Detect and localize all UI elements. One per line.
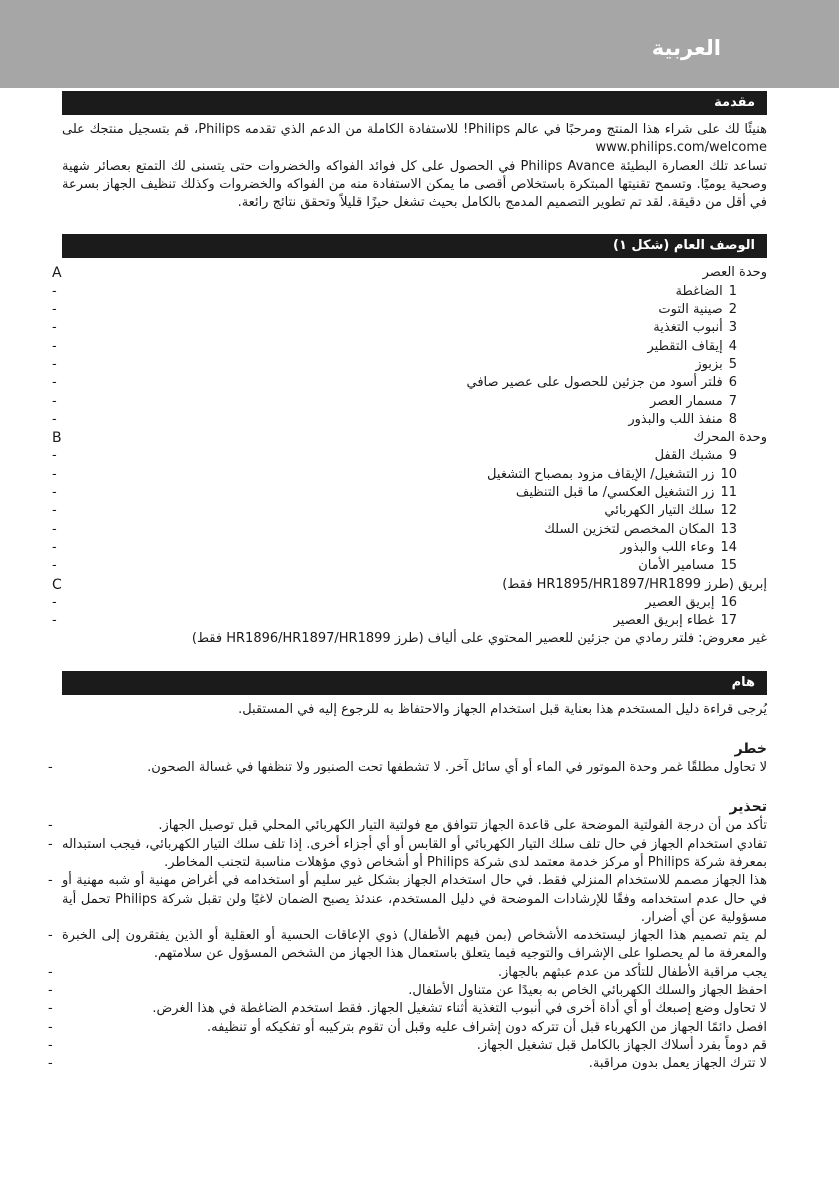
bullet-dash: -	[48, 1001, 53, 1017]
bullet-dash: -	[52, 338, 57, 354]
safety-text: لا تترك الجهاز يعمل بدون مراقبة.	[588, 1056, 767, 1072]
parts-item	[52, 319, 767, 337]
safety-item	[48, 872, 767, 927]
bullet-dash: -	[52, 283, 57, 299]
safety-text: لا تحاول وضع إصبعك أو أي أداة أخرى في أنبوب التغذية أثناء تشغيل الجهاز. فقط استخدم الضاغطة في هذا الغرض.	[152, 1001, 767, 1017]
bullet-dash: -	[48, 873, 53, 889]
item-text: غطاء إبريق العصير	[613, 613, 715, 629]
item-number: 8	[728, 411, 737, 427]
item-text: إبريق العصير	[645, 594, 715, 610]
item-number: 17	[720, 613, 737, 629]
item-number: 5	[728, 356, 737, 372]
safety-text: لا تحاول مطلقًا غمر وحدة الموتور في الماء أو أي سائل آخر. لا تشطفها تحت الصنبور ولا تنظفها في غسالة الصحون.	[147, 760, 767, 776]
item-number: 13	[720, 521, 737, 537]
parts-footnote: غير معروض: فلتر رمادي من جزئين للعصير المحتوي على ألياف (طرز HR1896/HR1897/HR1899 فقط)	[191, 631, 767, 647]
bullet-dash: -	[52, 613, 57, 629]
parts-item	[52, 374, 767, 392]
parts-item	[52, 484, 767, 502]
safety-item	[48, 1000, 767, 1018]
item-number: 15	[720, 558, 737, 574]
item-number: 7	[728, 393, 737, 409]
bullet-dash: -	[52, 320, 57, 336]
safety-item	[48, 1037, 767, 1055]
bullet-dash: -	[52, 485, 57, 501]
warning-list	[48, 817, 767, 1073]
intro-paragraph-2: تساعد تلك العصارة البطيئة Philips Avance في الحصول على كل فوائد الفواكه والخضروات حتى يتسنى لك التمتع بعصائر شهية وصحية يوميًا. وتسمح تقنيتها المبتكرة باستخلاص أقصى ما يمكن الاستفادة منه من الفواكه والخضروات وكذلك تنظيف الجهاز بسرعة في أقل من دقيقة. لقد تم تطوير التصميم المدمج بالكامل بحيث تشغل حيزًا قليلاً وتحقق نتائج رائعة.	[62, 158, 767, 211]
item-text: صينية التوت	[658, 302, 723, 318]
important-intro: يُرجى قراءة دليل المستخدم هذا بعناية قبل استخدام الجهاز والاحتفاظ به للرجوع إليه في المستقبل.	[238, 701, 767, 717]
parts-item	[52, 338, 767, 356]
danger-heading: خطر	[734, 741, 767, 758]
safety-text: افصل دائمًا الجهاز من الكهرباء قبل أن تتركه دون إشراف عليه وقبل أن تقوم بتركيبه أو تفكيكه أو تنظيفه.	[207, 1019, 767, 1035]
item-text: الضاغطة	[675, 283, 723, 299]
language-title: العربية	[651, 36, 721, 60]
safety-item	[48, 817, 767, 835]
bullet-dash: -	[52, 558, 57, 574]
group-letter: B	[52, 430, 62, 447]
bullet-dash: -	[48, 1019, 53, 1035]
group-label: وحدة العصر	[702, 265, 767, 281]
group-label: وحدة المحرك	[693, 430, 767, 446]
bullet-dash: -	[52, 521, 57, 537]
item-number: 12	[720, 503, 737, 519]
bullet-dash: -	[48, 982, 53, 998]
bullet-dash: -	[48, 964, 53, 980]
section-header-important: هام	[62, 671, 767, 695]
intro-paragraph-1: هنيئًا لك على شراء هذا المنتج ومرحبًا في عالم Philips! للاستفادة الكاملة من الدعم الذي تقدمه Philips، قم بتسجيل منتجك على www.philips.com/welcome	[62, 122, 767, 156]
item-text: سلك التيار الكهربائي	[604, 503, 715, 519]
item-number: 6	[728, 375, 737, 391]
group-label: إبريق (طرز HR1895/HR1897/HR1899 فقط)	[502, 576, 767, 592]
document-body	[48, 91, 767, 1073]
danger-list	[48, 759, 767, 777]
safety-item	[48, 836, 767, 873]
item-number: 11	[720, 485, 737, 501]
item-text: زر التشغيل/ الإيقاف مزود بمصباح التشغيل	[487, 466, 715, 482]
bullet-dash: -	[48, 818, 53, 834]
safety-item	[48, 759, 767, 777]
item-number: 16	[720, 594, 737, 610]
bullet-dash: -	[52, 594, 57, 610]
bullet-dash: -	[52, 448, 57, 464]
item-text: بزبوز	[695, 356, 723, 372]
safety-text: احفظ الجهاز والسلك الكهربائي الخاص به بعيدًا عن متناول الأطفال.	[408, 982, 767, 998]
bullet-dash: -	[52, 356, 57, 372]
bullet-dash: -	[52, 375, 57, 391]
safety-text: هذا الجهاز مصمم للاستخدام المنزلي فقط. في حال استخدام الجهاز بشكل غير سليم أو استخدامه في أغراض مهنية أو شبه مهنية أو في حال عدم استخدامه وفقًا للإرشادات الموضحة في دليل المستخدم، عندئذ يصبح الضمان لاغيًا ولن تقبل شركة Philips تحمل أية مسؤولية عن أي أضرار.	[62, 873, 767, 925]
safety-text: قم دوماً بفرد أسلاك الجهاز بالكامل قبل تشغيل الجهاز.	[476, 1037, 767, 1053]
item-number: 4	[728, 338, 737, 354]
bullet-dash: -	[48, 836, 53, 852]
safety-text: تأكد من أن درجة الفولتية الموضحة على قاعدة الجهاز تتوافق مع فولتية التيار الكهربائي المحلي قبل توصيل الجهاز.	[158, 818, 767, 834]
item-text: منفذ اللب والبذور	[628, 411, 723, 427]
item-number: 10	[720, 466, 737, 482]
item-text: فلتر أسود من جزئين للحصول على عصير صافي	[466, 375, 723, 391]
bullet-dash: -	[52, 466, 57, 482]
language-header-band	[0, 0, 839, 88]
parts-group	[52, 576, 767, 594]
bullet-dash: -	[52, 503, 57, 519]
item-text: زر التشغيل العكسي/ ما قبل التنظيف	[515, 485, 715, 501]
parts-item	[52, 594, 767, 612]
bullet-dash: -	[52, 411, 57, 427]
safety-item	[48, 927, 767, 964]
safety-text: تفادي استخدام الجهاز في حال تلف سلك التيار الكهربائي أو القابس أو أي أجزاء أخرى. إذا تلف سلك التيار الكهربائي، فيجب استبداله بمعرفة شركة Philips أو مركز خدمة معتمد لدى شركة Philips أو أشخاص ذوي مؤهلات مناسبة لتجنب المخاطر.	[62, 836, 767, 870]
parts-item	[52, 612, 767, 630]
item-text: مشبك القفل	[654, 448, 723, 464]
parts-item	[52, 283, 767, 301]
parts-group	[52, 264, 767, 282]
parts-item	[52, 356, 767, 374]
item-number: 3	[728, 320, 737, 336]
item-number: 2	[728, 302, 737, 318]
bullet-dash: -	[48, 760, 53, 776]
safety-item	[48, 982, 767, 1000]
item-text: أنبوب التغذية	[653, 320, 723, 336]
bullet-dash: -	[48, 1056, 53, 1072]
group-letter: C	[52, 576, 62, 593]
safety-item	[48, 1055, 767, 1073]
safety-item	[48, 964, 767, 982]
parts-item	[52, 466, 767, 484]
parts-item	[52, 557, 767, 575]
bullet-dash: -	[52, 393, 57, 409]
bullet-dash: -	[52, 302, 57, 318]
parts-list	[52, 264, 767, 630]
bullet-dash: -	[52, 539, 57, 555]
warning-heading: تحذير	[729, 799, 767, 816]
item-text: وعاء اللب والبذور	[620, 539, 715, 555]
item-text: مسمار العصر	[649, 393, 723, 409]
section-header-intro: مقدمة	[62, 91, 767, 115]
item-number: 14	[720, 539, 737, 555]
parts-item	[52, 502, 767, 520]
group-letter: A	[52, 265, 62, 282]
safety-text: يجب مراقبة الأطفال للتأكد من عدم عبثهم بالجهاز.	[497, 964, 767, 980]
parts-item	[52, 301, 767, 319]
parts-item	[52, 539, 767, 557]
safety-text: لم يتم تصميم هذا الجهاز ليستخدمه الأشخاص (بمن فيهم الأطفال) ذوي الإعاقات الحسية أو العقلية أو الذين يفتقرون إلى الخبرة والمعرفة ما لم يحصلوا على الإشراف والتوجيه فيما يتعلق باستعمال هذا الجهاز من الشخص المسؤول عن سلامتهم.	[62, 928, 767, 962]
parts-item	[52, 447, 767, 465]
parts-group	[52, 429, 767, 447]
section-header-overview: الوصف العام (شكل ١)	[62, 234, 767, 258]
parts-item	[52, 521, 767, 539]
item-text: مسامير الأمان	[638, 558, 715, 574]
parts-item	[52, 393, 767, 411]
item-text: إيقاف التقطير	[647, 338, 723, 354]
item-text: المكان المخصص لتخزين السلك	[544, 521, 715, 537]
parts-item	[52, 411, 767, 429]
item-number: 1	[728, 283, 737, 299]
item-number: 9	[728, 448, 737, 464]
safety-item	[48, 1019, 767, 1037]
bullet-dash: -	[48, 1037, 53, 1053]
bullet-dash: -	[48, 928, 53, 944]
